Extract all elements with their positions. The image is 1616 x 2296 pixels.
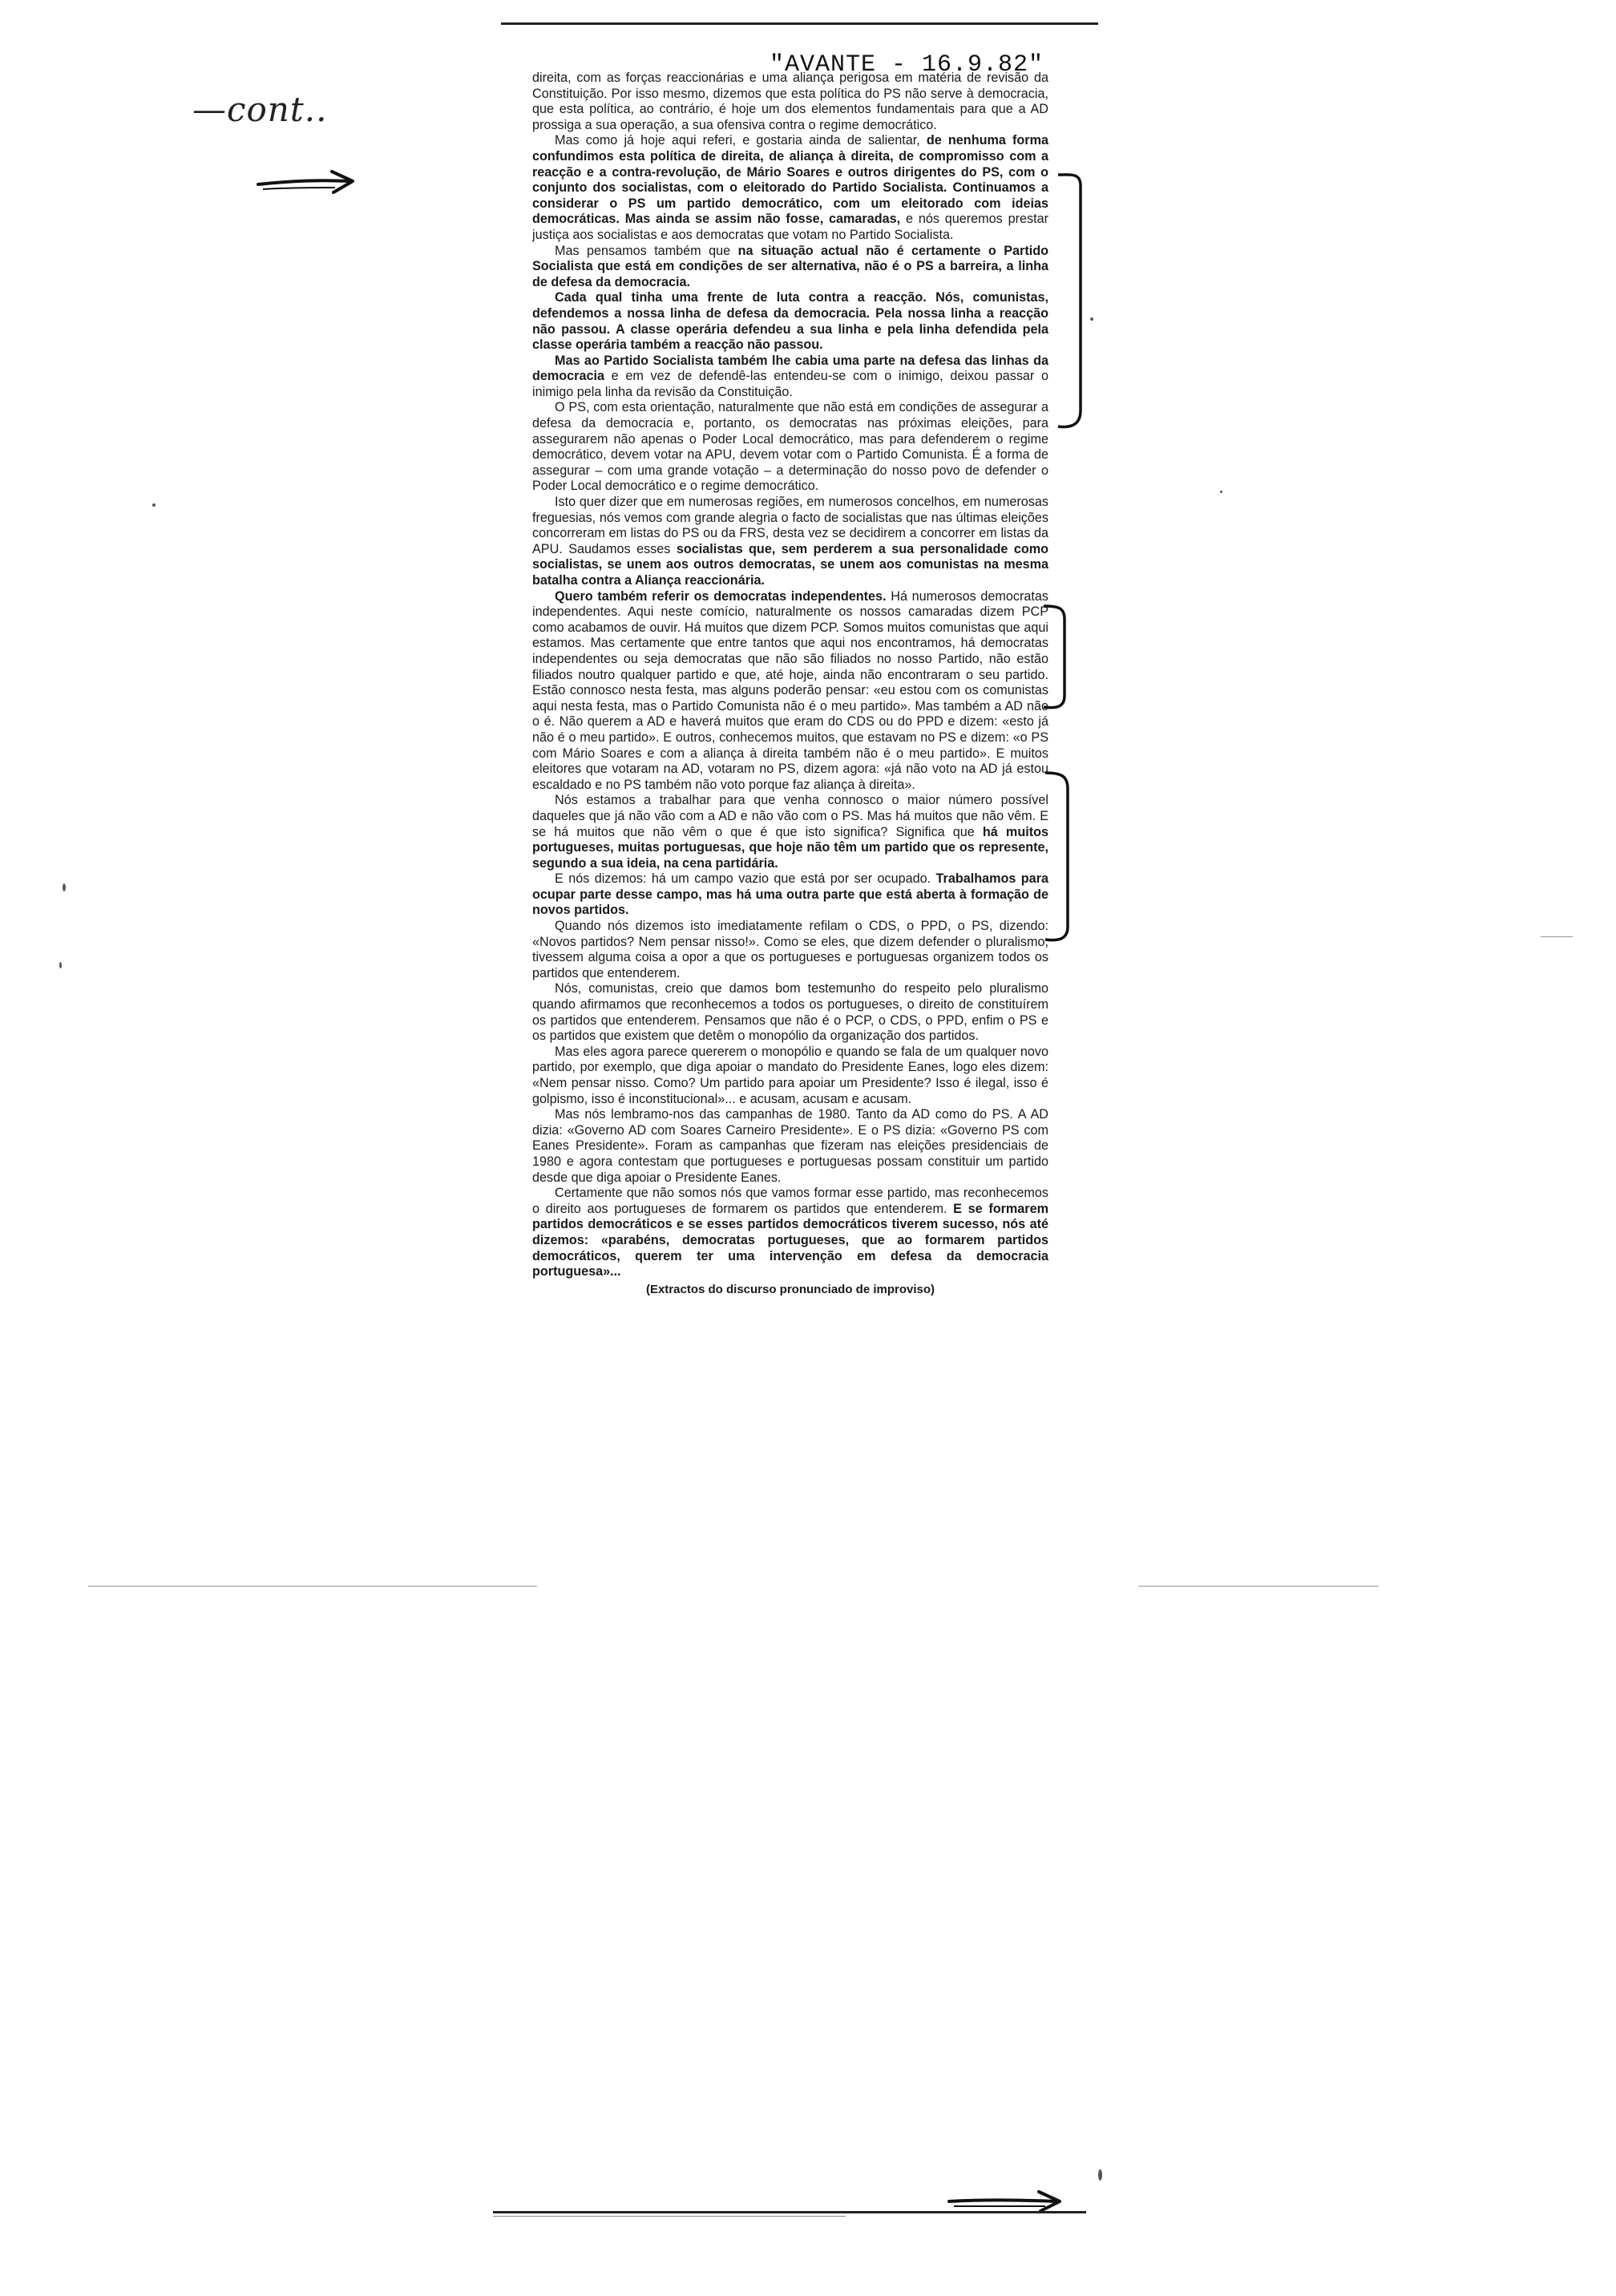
paragraph-9 [532, 793, 1048, 871]
paragraph-8-end: Há numerosos democratas independentes. Aqui neste comício, naturalmente os nossos camaradas dizem PCP como acabamos de ouvir. Há muitos que dizem PCP. Somos muitos comunistas que aqui estamos. Mas certamente que entre tantos que aqui nos encontramos, há democratas independentes ou seja democratas que não são filiados no nosso Partido, não estão filiados noutro qualquer partido e que, até hoje, ainda não encontraram o seu partido. Estão connosco nesta festa, mas alguns poderão pensar: «eu estou com os comunistas aqui nesta festa, mas o Partido Comunista não é o meu partido». Mas também a AD não o é. Não querem a AD e haverá muitos que eram do CDS ou do PPD e dizem: «esto já não é o meu partido». E outros, conhecemos muitos, que estavam no PS e dizem: «o PS com Mário Soares e com a aliança à direita também não é o meu partido». E muitos eleitores que votaram na AD, votaram no PS, dizem agora: «já não voto na AD já estou escaldado e no PS também não voto porque faz aliança à direita». [532, 588, 1048, 792]
bottom-rule-secondary [493, 2216, 846, 2217]
paragraph-15-intro: Certamente que não somos nós que vamos formar esse partido, mas reconhecemos o direito aos portugueses de formarem os partidos que entenderem. [532, 1186, 1048, 1216]
paragraph-5 [532, 354, 1048, 401]
scan-speck [152, 503, 156, 507]
paragraph-10-bold: Trabalhamos para ocupar parte desse campo, mas há uma outra parte que está aberta à formação de novos partidos. [532, 871, 1048, 918]
paragraph-10 [532, 871, 1048, 919]
top-rule [501, 22, 1098, 25]
paragraph-5-bold: Mas ao Partido Socialista também lhe cabia uma parte na defesa das linhas da democracia [532, 353, 1048, 384]
paragraph-8 [532, 589, 1048, 794]
margin-bracket-3 [1044, 770, 1076, 946]
paragraph-13: Mas eles agora parece quererem o monopólio e quando se fala de um qualquer novo partido, por exemplo, que diga apoiar o mandato do Presidente Eanes, logo eles dizem: «Nem pensar nisso. Como? Um partido para apoiar um Presidente? Isso é ilegal, isso é golpismo, isso é inconstitucional»... e acusam, acusam e acusam. [532, 1044, 1048, 1106]
paragraph-7-intro: Isto quer dizer que em numerosas regiões, em numerosos concelhos, em numerosas freguesias, nós vemos com grande alegria o facto de socialistas que nas últimas eleições concorreram em listas do PS ou da FRS, desta vez se decidirem a concorrer em listas da APU. Saudamos esses [532, 495, 1048, 556]
paragraph-6: O PS, com esta orientação, naturalmente que não está em condições de assegurar a defesa da democracia e, portanto, os democratas nas próximas eleições, para assegurarem não apenas o Poder Local democrático, mas para defenderem o regime democrático, devem votar na APU, devem votar com o Partido Comunista. É a forma de assegurar – com uma grande votação – a determinação do nosso povo de defender o Poder Local democrático e o regime democrático. [532, 400, 1048, 494]
paragraph-11: Quando nós dizemos isto imediatamente refilam o CDS, o PPD, o PS, dizendo: «Novos partidos? Nem pensar nisso!». Como se eles, que dizem defender o pluralismo, tivessem alguma coisa a opor a que os portugueses e portuguesas organizem todos os partidos que entenderem. [532, 919, 1048, 980]
paragraph-2-end: e nós queremos prestar justiça aos socialistas e aos democratas que votam no Partido Socialista. [532, 212, 1048, 242]
paragraph-2 [532, 133, 1048, 243]
scan-mark-right [1541, 936, 1573, 937]
paragraph-2-bold: de nenhuma forma confundimos esta política de direita, de aliança à direita, de compromisso com a reacção e a contra-revolução, de Mário Soares e outros dirigentes do PS, com o conjunto dos socialistas, com o eleitorado do Partido Socialista. Continuamos a considerar o PS um partido democrático, com um eleitorado com ideias democráticas. Mas ainda se assim não fosse, camaradas, [532, 133, 1048, 227]
paragraph-9-bold: há muitos portugueses, muitas portuguesas, que hoje não têm um partido que os represente, segundo a sua ideia, na cena partidária. [532, 824, 1048, 871]
paragraph-15 [532, 1186, 1048, 1280]
article-caption: (Extractos do discurso pronunciado de improviso) [645, 1282, 935, 1296]
paragraph-12: Nós, comunistas, creio que damos bom testemunho do respeito pelo pluralismo quando afirmamos que reconhecemos a todos os portugueses, o direito de constituírem os partidos que entenderem. Pensamos que não é o PCP, o CDS, o PPD, enfim o PS e os partidos que existem que detêm o monopólio da organização dos partidos. [532, 981, 1048, 1044]
paragraph-14: Mas nós lembramo-nos das campanhas de 1980. Tanto da AD como do PS. A AD dizia: «Governo AD com Soares Carneiro Presidente». E o PS dizia: «Governo PS com Eanes Presidente». Foram as campanhas que fizeram nas eleições presidenciais de 1980 e agora contestam que portugueses e portuguesas possam constituir um partido desde que diga apoiar o Presidente Eanes. [532, 1107, 1048, 1185]
paragraph-8-bold: Quero também referir os democratas independentes. [555, 588, 887, 604]
scan-speck [1098, 2169, 1102, 2181]
paragraph-2-intro: Mas como já hoje aqui referi, e gostaria ainda de salientar, [555, 133, 927, 148]
scan-speck [63, 883, 66, 891]
scan-speck [59, 962, 62, 968]
source-header: "AVANTE - 16.9.82" [770, 51, 1044, 79]
paragraph-5-end: e em vez de defendê-las entendeu-se com o inimigo, deixou passar o inimigo pela linha da revisão da Constituição. [532, 369, 1048, 399]
paragraph-7 [532, 495, 1048, 589]
left-arrow-icon [255, 165, 359, 197]
paragraph-15-bold: E se formarem partidos democráticos e se esses partidos democráticos tiverem sucesso, nós até dizemos: «parabéns, democratas portugueses, que ao formarem partidos democráticos, querem ter uma intervenção em defesa da democracia portuguesa»... [532, 1201, 1048, 1279]
scan-speck [1220, 491, 1222, 493]
scan-line-left [88, 1586, 537, 1587]
bottom-rule [493, 2211, 1086, 2213]
paragraph-4: Cada qual tinha uma frente de luta contra a reacção. Nós, comunistas, defendemos a nossa linha de defesa da democracia. Pela nossa linha a reacção não passou. A classe operária defendeu a sua linha e pela linha defendida pela classe operária também a reacção não passou. [532, 290, 1048, 353]
paragraph-9-intro: Nós estamos a trabalhar para que venha connosco o maior número possível daqueles que já não vão com a AD e não vão com o PS. Mas há muitos que não vêm. E se há muitos que não vêm o que é que isto significa? Significa que [532, 793, 1048, 839]
handwritten-note: —cont.. [192, 90, 328, 129]
scan-speck [1090, 317, 1093, 321]
margin-bracket-1 [1056, 170, 1089, 435]
article-column [532, 71, 1048, 1297]
paragraph-7-bold: socialistas que, sem perderem a sua personalidade como socialistas, se unem aos outros democratas, se unem aos comunistas na mesma batalha contra a Aliança reaccionária. [532, 541, 1048, 588]
paragraph-3-intro: Mas pensamos também que [555, 243, 738, 258]
scan-line-right [1138, 1586, 1379, 1587]
paragraph-1: direita, com as forças reaccionárias e uma aliança perigosa em matéria de revisão da Constituição. Por isso mesmo, dizemos que esta política do PS não serve à democracia, que esta política, ao contrário, é hoje um dos elementos fundamentais para que a AD prossiga a sua operação, a sua ofensiva contra o regime democrático. [532, 71, 1048, 132]
paragraph-10-intro: E nós dizemos: há um campo vazio que está por ser ocupado. [555, 871, 936, 887]
paragraph-3 [532, 244, 1048, 291]
paragraph-3-bold: na situação actual não é certamente o Partido Socialista que está em condições de ser alternativa, não é o PS a barreira, a linha de defesa da democracia. [532, 243, 1049, 289]
